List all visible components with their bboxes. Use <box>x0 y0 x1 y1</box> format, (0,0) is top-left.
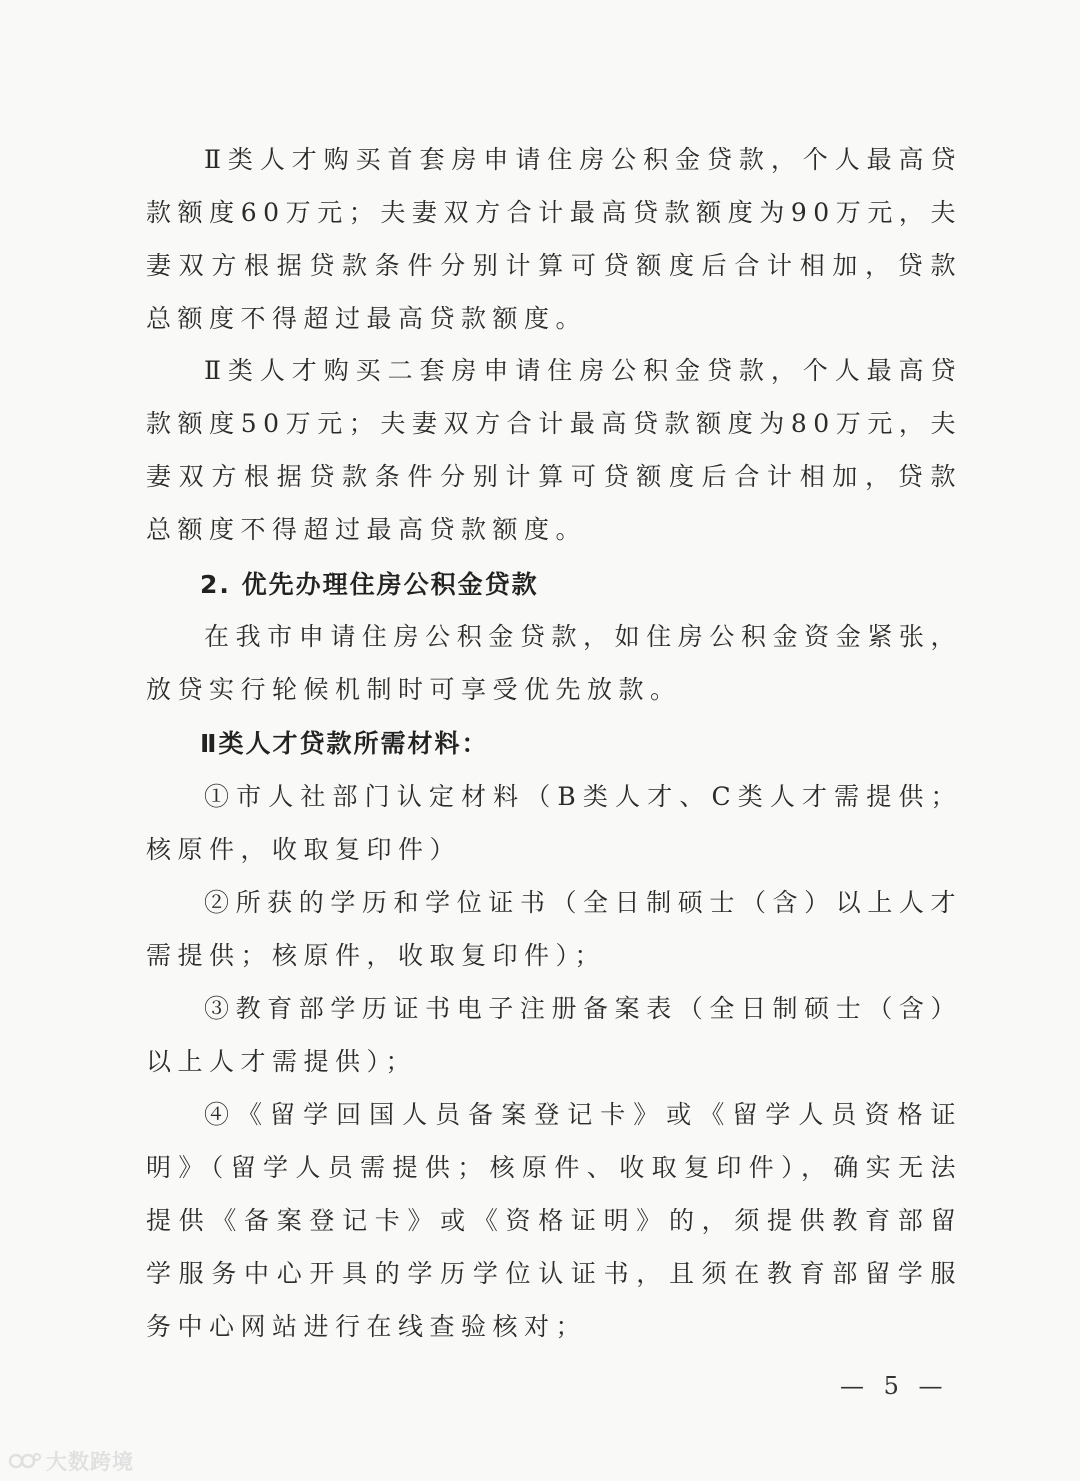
paragraph-first-home: Ⅱ类人才购买首套房申请住房公积金贷款，个人最高贷款额度60万元；夫妻双方合计最高贷款额度为90万元，夫妻双方根据贷款条件分别计算可贷额度后合计相加，贷款总额度不得超过最高贷款额度。 <box>146 145 962 333</box>
material-item-1: ①市人社部门认定材料（B类人才、C类人才需提供；核原件，收取复印件） <box>146 782 962 864</box>
material-item-3: ③教育部学历证书电子注册备案表（全日制硕士（含）以上人才需提供）； <box>146 994 962 1076</box>
page-number: — 5 — <box>840 1372 949 1400</box>
section-paragraph: 在我市申请住房公积金贷款，如住房公积金资金紧张，放贷实行轮候机制时可享受优先放款。 <box>146 622 962 704</box>
logo-icon <box>8 1449 42 1473</box>
paragraph-second-home: Ⅱ类人才购买二套房申请住房公积金贷款，个人最高贷款额度50万元；夫妻双方合计最高贷款额度为80万元，夫妻双方根据贷款条件分别计算可贷额度后合计相加，贷款总额度不得超过最高贷款额度。 <box>146 356 962 544</box>
material-item-4: ④《留学回国人员备案登记卡》或《留学人员资格证明》（留学人员需提供；核原件、收取复印件），确实无法提供《备案登记卡》或《资格证明》的，须提供教育部留学服务中心开具的学历学位认证书，且须在教育部留学服务中心网站进行在线查验核对； <box>146 1100 962 1341</box>
watermark-text: 大数跨境 <box>46 1450 134 1474</box>
watermark <box>8 1446 134 1476</box>
materials-heading: Ⅱ类人才贷款所需材料： <box>200 729 489 758</box>
section-heading: 2. 优先办理住房公积金贷款 <box>200 570 539 599</box>
material-item-2: ②所获的学历和学位证书（全日制硕士（含）以上人才需提供；核原件，收取复印件）； <box>146 888 962 970</box>
